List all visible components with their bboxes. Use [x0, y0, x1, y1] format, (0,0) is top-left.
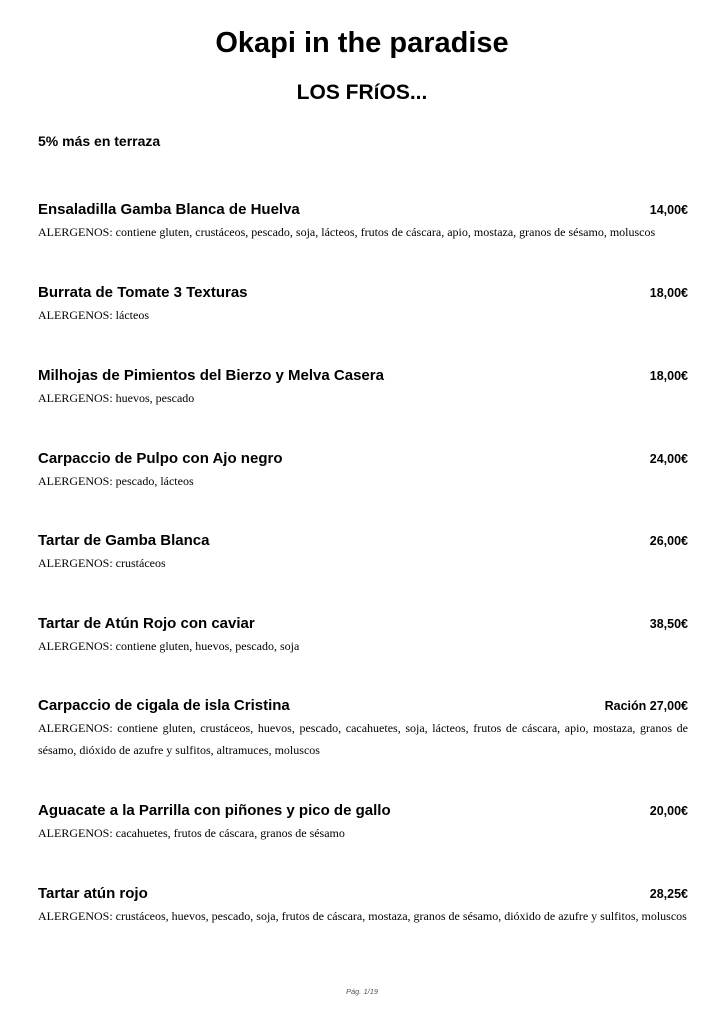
dish-price: Ración 27,00€ [604, 699, 688, 713]
section-heading: LOS FRíOS... [296, 81, 428, 104]
menu-item-header [38, 200, 688, 220]
dish-price: 20,00€ [649, 804, 688, 818]
dish-price: 38,50€ [649, 617, 688, 631]
dish-allergens: ALERGENOS: pescado, lácteos [38, 474, 194, 488]
dish-allergens: ALERGENOS: lácteos [38, 308, 149, 322]
menu-item-header [38, 614, 688, 634]
menu-item [38, 366, 688, 449]
dish-name: Aguacate a la Parrilla con piñones y pico de gallo [38, 802, 391, 819]
menu-item [38, 200, 688, 283]
dish-name: Tartar de Gamba Blanca [38, 532, 210, 549]
menu-item [38, 801, 688, 884]
dish-allergens: ALERGENOS: crustáceos [38, 556, 166, 570]
dish-name: Carpaccio de cigala de isla Cristina [38, 697, 290, 714]
menu-item [38, 531, 688, 614]
dish-allergens: ALERGENOS: crustáceos, huevos, pescado, soja, frutos de cáscara, mostaza, granos de sésamo, dióxido de azufre y sulfitos, moluscos [38, 909, 687, 923]
dish-price: 24,00€ [649, 452, 688, 466]
dish-allergens: ALERGENOS: contiene gluten, crustáceos, huevos, pescado, cacahuetes, soja, lácteos, frutos de cáscara, apio, mostaza, granos de sésamo, dióxido de azufre y sulfitos, altramuces, moluscos [38, 721, 688, 757]
dish-price: 14,00€ [649, 203, 688, 217]
menu-item-header [38, 366, 688, 386]
dish-price: 18,00€ [649, 286, 688, 300]
dish-name: Milhojas de Pimientos del Bierzo y Melva Casera [38, 367, 384, 384]
dish-price: 18,00€ [649, 369, 688, 383]
menu-items-list [38, 200, 688, 927]
menu-item-header [38, 449, 688, 469]
terrace-surcharge-note: 5% más en terraza [38, 133, 161, 149]
page-number: Pág. 1/19 [345, 987, 379, 996]
menu-item-header [38, 801, 688, 821]
menu-item-header [38, 696, 688, 716]
dish-allergens: ALERGENOS: contiene gluten, huevos, pescado, soja [38, 639, 300, 653]
dish-name: Ensaladilla Gamba Blanca de Huelva [38, 201, 300, 218]
menu-item [38, 696, 688, 801]
dish-price: 26,00€ [649, 534, 688, 548]
menu-title: Okapi in the paradise [215, 27, 509, 59]
menu-item-header [38, 283, 688, 303]
menu-item [38, 884, 688, 927]
dish-allergens: ALERGENOS: cacahuetes, frutos de cáscara, granos de sésamo [38, 826, 345, 840]
dish-name: Tartar atún rojo [38, 885, 148, 902]
menu-item [38, 449, 688, 531]
dish-name: Burrata de Tomate 3 Texturas [38, 284, 248, 301]
dish-name: Carpaccio de Pulpo con Ajo negro [38, 450, 283, 467]
menu-item-header [38, 884, 688, 904]
dish-name: Tartar de Atún Rojo con caviar [38, 615, 255, 632]
dish-allergens: ALERGENOS: contiene gluten, crustáceos, pescado, soja, lácteos, frutos de cáscara, apio, mostaza, granos de sésamo, moluscos [38, 225, 656, 239]
menu-item-header [38, 531, 688, 551]
dish-price: 28,25€ [649, 887, 688, 901]
menu-item [38, 283, 688, 366]
dish-allergens: ALERGENOS: huevos, pescado [38, 391, 195, 405]
menu-item [38, 614, 688, 696]
